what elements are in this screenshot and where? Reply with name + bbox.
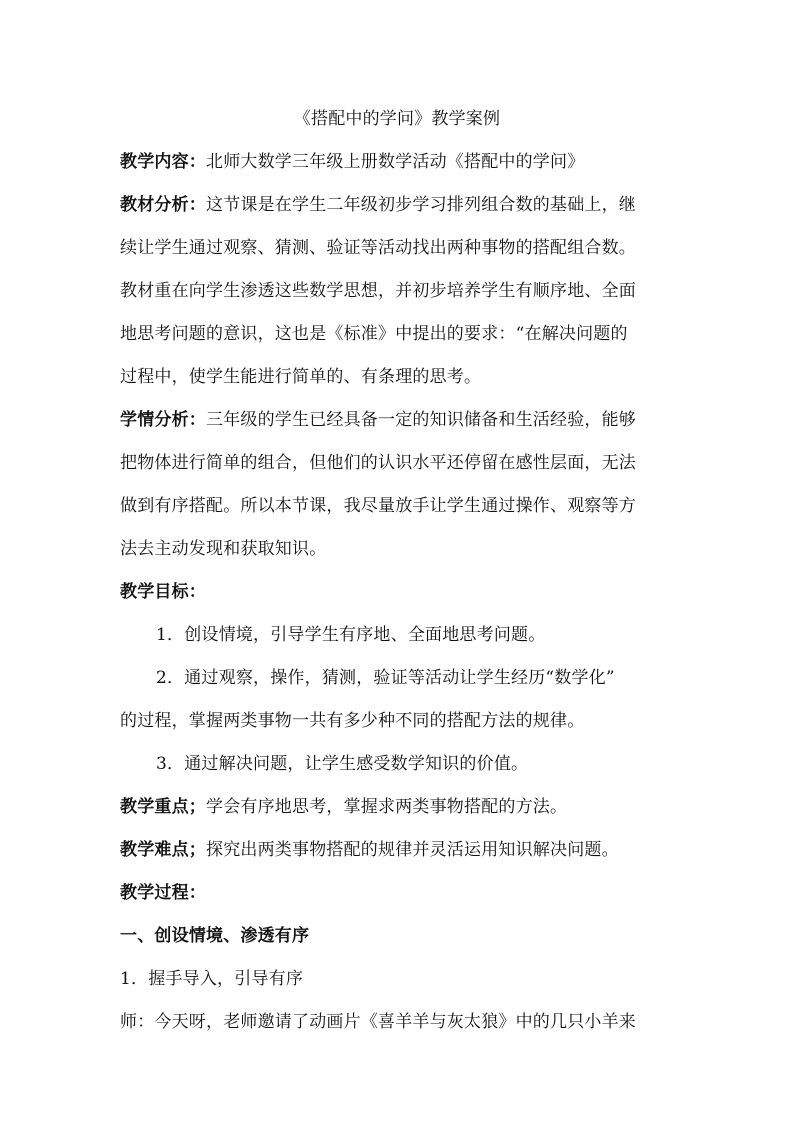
document-title: 《搭配中的学问》教学案例 — [293, 109, 501, 129]
teaching-goals-label: 教学目标： — [120, 582, 206, 602]
textbook-analysis-line-4: 地思考问题的意识，这也是《标准》中提出的要求：“在解决问题的 — [120, 324, 628, 344]
teaching-content-text: 北师大数学三年级上册数学活动《搭配中的学问》 — [206, 152, 585, 172]
textbook-analysis-line-2: 续让学生通过观察、猜测、验证等活动找出两种事物的搭配组合数。 — [120, 238, 636, 258]
process-item-1: 1．握手导入，引导有序 — [120, 969, 304, 989]
key-point-label: 教学重点； — [120, 797, 206, 817]
textbook-analysis-line-5: 过程中，使学生能进行简单的、有条理的思考。 — [120, 367, 482, 387]
difficulty-label: 教学难点； — [120, 840, 206, 860]
teaching-goal-1: 1．创设情境，引导学生有序地、全面地思考问题。 — [156, 625, 546, 645]
student-analysis-text: 三年级的学生已经具备一定的知识储备和生活经验，能够 — [206, 410, 636, 430]
teaching-content-label: 教学内容： — [120, 152, 206, 172]
teaching-goal-2-cont: 的过程，掌握两类事物一共有多少种不同的搭配方法的规律。 — [120, 711, 585, 731]
key-point-text: 学会有序地思考，掌握求两类事物搭配的方法。 — [206, 797, 568, 817]
student-analysis-line-4: 法去主动发现和获取知识。 — [120, 539, 327, 559]
student-analysis-line-1 — [120, 409, 680, 431]
difficulty-line — [120, 839, 680, 861]
section-heading-1: 一、创设情境、渗透有序 — [120, 926, 310, 946]
difficulty-text: 探究出两类事物搭配的规律并灵活运用知识解决问题。 — [206, 840, 619, 860]
textbook-analysis-label: 教材分析： — [120, 195, 206, 215]
teacher-dialogue: 师：今天呀，老师邀请了动画片《喜羊羊与灰太狼》中的几只小羊来 — [120, 1012, 636, 1032]
student-analysis-label: 学情分析： — [120, 410, 206, 430]
teaching-goal-3: 3．通过解决问题，让学生感受数学知识的价值。 — [156, 754, 529, 774]
teaching-process-label: 教学过程： — [120, 883, 206, 903]
teaching-goal-2: 2．通过观察，操作，猜测，验证等活动让学生经历“数学化” — [156, 668, 615, 688]
key-point-line — [120, 796, 680, 818]
textbook-analysis-text: 这节课是在学生二年级初步学习排列组合数的基础上，继 — [206, 195, 636, 215]
student-analysis-line-2: 把物体进行简单的组合，但他们的认识水平还停留在感性层面，无法 — [120, 453, 636, 473]
teaching-content-line — [120, 151, 680, 173]
textbook-analysis-line-1 — [120, 194, 680, 216]
textbook-analysis-line-3: 教材重在向学生渗透这些数学思想，并初步培养学生有顺序地、全面 — [120, 281, 636, 301]
student-analysis-line-3: 做到有序搭配。所以本节课，我尽量放手让学生通过操作、观察等方 — [120, 496, 636, 516]
